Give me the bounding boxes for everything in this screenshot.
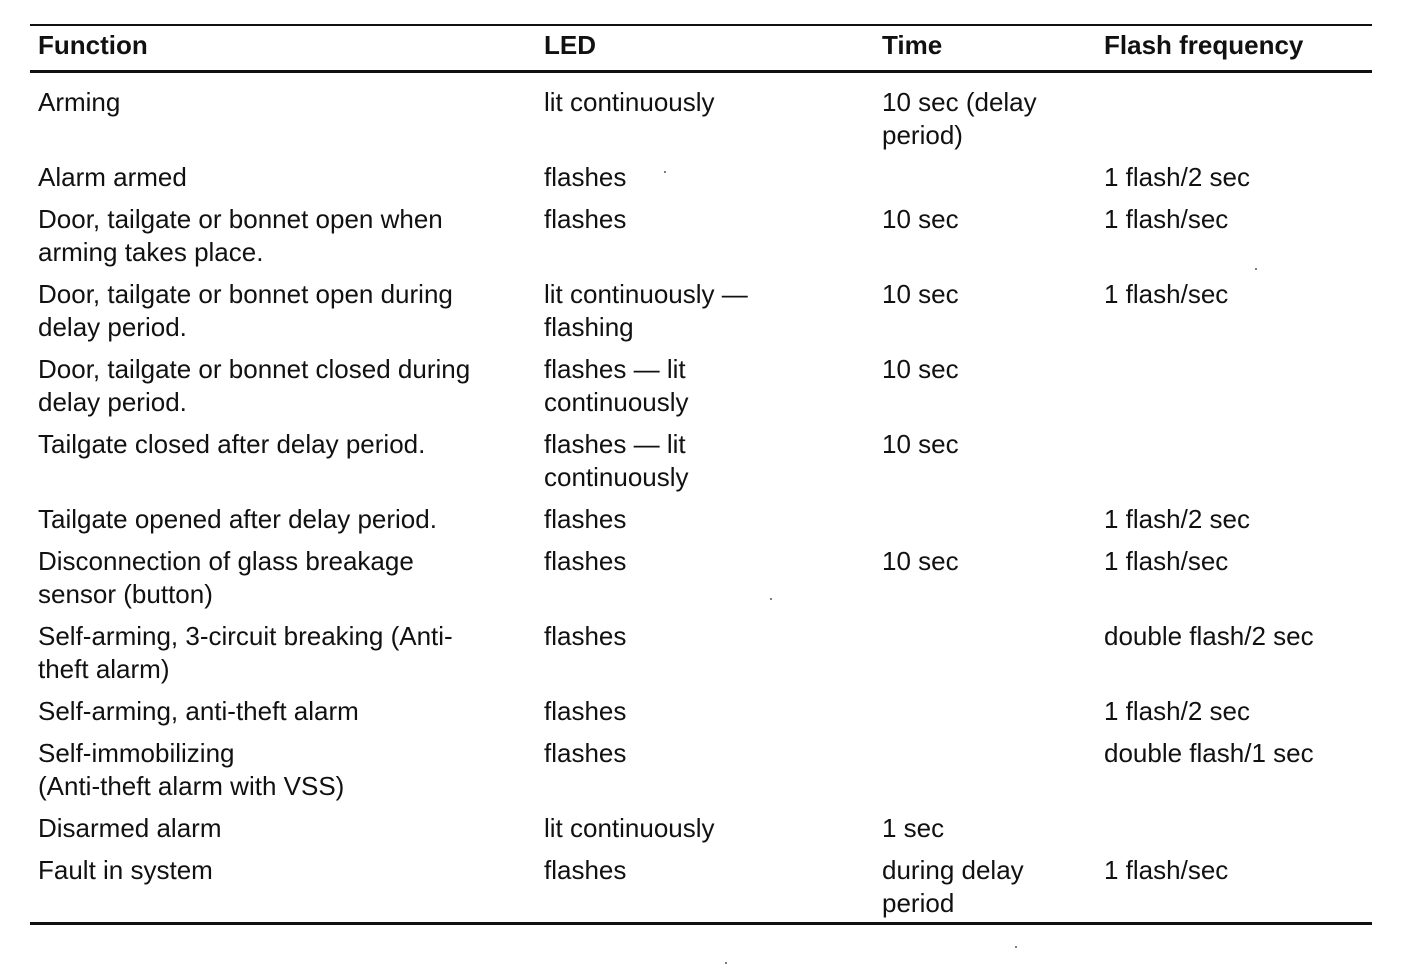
- cell-function: Arming: [38, 87, 121, 117]
- cell-function: Disconnection of glass breakage sensor (button): [38, 546, 414, 609]
- cell-time: [874, 737, 1096, 812]
- cell-time: [874, 503, 1096, 545]
- cell-function: Door, tailgate or bonnet closed during delay period.: [38, 354, 471, 417]
- cell-function: Self-arming, anti-theft alarm: [38, 696, 359, 726]
- cell-led: flashes — lit continuously: [544, 429, 689, 492]
- cell-led: lit continuously: [544, 87, 715, 117]
- cell-time: 1 sec: [882, 813, 945, 843]
- table-row: [30, 353, 1372, 428]
- table-row: [30, 161, 1372, 203]
- table-row: [30, 278, 1372, 353]
- cell-led: flashes: [544, 855, 627, 885]
- cell-function: Tailgate closed after delay period.: [38, 429, 426, 459]
- table-row: [30, 203, 1372, 278]
- cell-led: flashes: [544, 696, 627, 726]
- cell-time: 10 sec: [882, 279, 959, 309]
- cell-flash-frequency: [1096, 428, 1372, 503]
- cell-function: Fault in system: [38, 855, 213, 885]
- cell-time: during delay period: [882, 855, 1024, 918]
- cell-led: flashes: [544, 162, 627, 192]
- led-function-table: [30, 26, 1372, 922]
- cell-led: flashes: [544, 546, 627, 576]
- cell-flash-frequency: 1 flash/sec: [1104, 855, 1229, 885]
- cell-function: Tailgate opened after delay period.: [38, 504, 437, 534]
- cell-function: Alarm armed: [38, 162, 187, 192]
- cell-flash-frequency: 1 flash/sec: [1104, 546, 1229, 576]
- cell-function: Self-arming, 3-circuit breaking (Anti- theft alarm): [38, 621, 453, 684]
- cell-led: lit continuously — flashing: [544, 279, 748, 342]
- header-led: LED: [544, 30, 596, 60]
- cell-flash-frequency: [1096, 353, 1372, 428]
- cell-flash-frequency: 1 flash/2 sec: [1104, 696, 1250, 726]
- cell-time: [874, 695, 1096, 737]
- scan-speck: [725, 962, 727, 964]
- cell-led: lit continuously: [544, 813, 715, 843]
- table-row: [30, 737, 1372, 812]
- cell-flash-frequency: double flash/2 sec: [1104, 621, 1314, 651]
- cell-led: flashes — lit continuously: [544, 354, 689, 417]
- cell-led: flashes: [544, 621, 627, 651]
- cell-led: flashes: [544, 204, 627, 234]
- scan-speck: [770, 598, 772, 600]
- cell-function: Disarmed alarm: [38, 813, 222, 843]
- table-row: [30, 695, 1372, 737]
- header-flash-frequency: Flash frequency: [1104, 30, 1304, 60]
- cell-time: [874, 620, 1096, 695]
- cell-flash-frequency: 1 flash/sec: [1104, 279, 1229, 309]
- scan-speck: [1255, 268, 1257, 270]
- cell-time: 10 sec: [882, 204, 959, 234]
- cell-function: Self-immobilizing (Anti-theft alarm with VSS): [38, 738, 345, 801]
- table-row: [30, 73, 1372, 161]
- cell-function: Door, tailgate or bonnet open during delay period.: [38, 279, 453, 342]
- cell-time: 10 sec (delay period): [882, 87, 1037, 150]
- cell-flash-frequency: 1 flash/sec: [1104, 204, 1229, 234]
- table-row: [30, 545, 1372, 620]
- header-function: Function: [38, 30, 148, 60]
- header-time: Time: [882, 30, 943, 60]
- table-row: [30, 854, 1372, 922]
- table-row: [30, 812, 1372, 854]
- cell-led: flashes: [544, 738, 627, 768]
- function-table: [30, 24, 1372, 925]
- header-row: [30, 26, 1372, 70]
- table-row: [30, 620, 1372, 695]
- cell-flash-frequency: [1096, 73, 1372, 161]
- table-bottom-rule: [30, 922, 1372, 925]
- scan-speck: [664, 171, 666, 173]
- cell-flash-frequency: [1096, 812, 1372, 854]
- cell-flash-frequency: 1 flash/2 sec: [1104, 504, 1250, 534]
- table-body: [30, 73, 1372, 922]
- cell-time: [874, 161, 1096, 203]
- cell-time: 10 sec: [882, 429, 959, 459]
- cell-flash-frequency: 1 flash/2 sec: [1104, 162, 1250, 192]
- cell-function: Door, tailgate or bonnet open when arming takes place.: [38, 204, 443, 267]
- cell-time: 10 sec: [882, 354, 959, 384]
- cell-time: 10 sec: [882, 546, 959, 576]
- table-row: [30, 503, 1372, 545]
- scan-speck: [1015, 946, 1017, 948]
- table-row: [30, 428, 1372, 503]
- cell-flash-frequency: double flash/1 sec: [1104, 738, 1314, 768]
- cell-led: flashes: [544, 504, 627, 534]
